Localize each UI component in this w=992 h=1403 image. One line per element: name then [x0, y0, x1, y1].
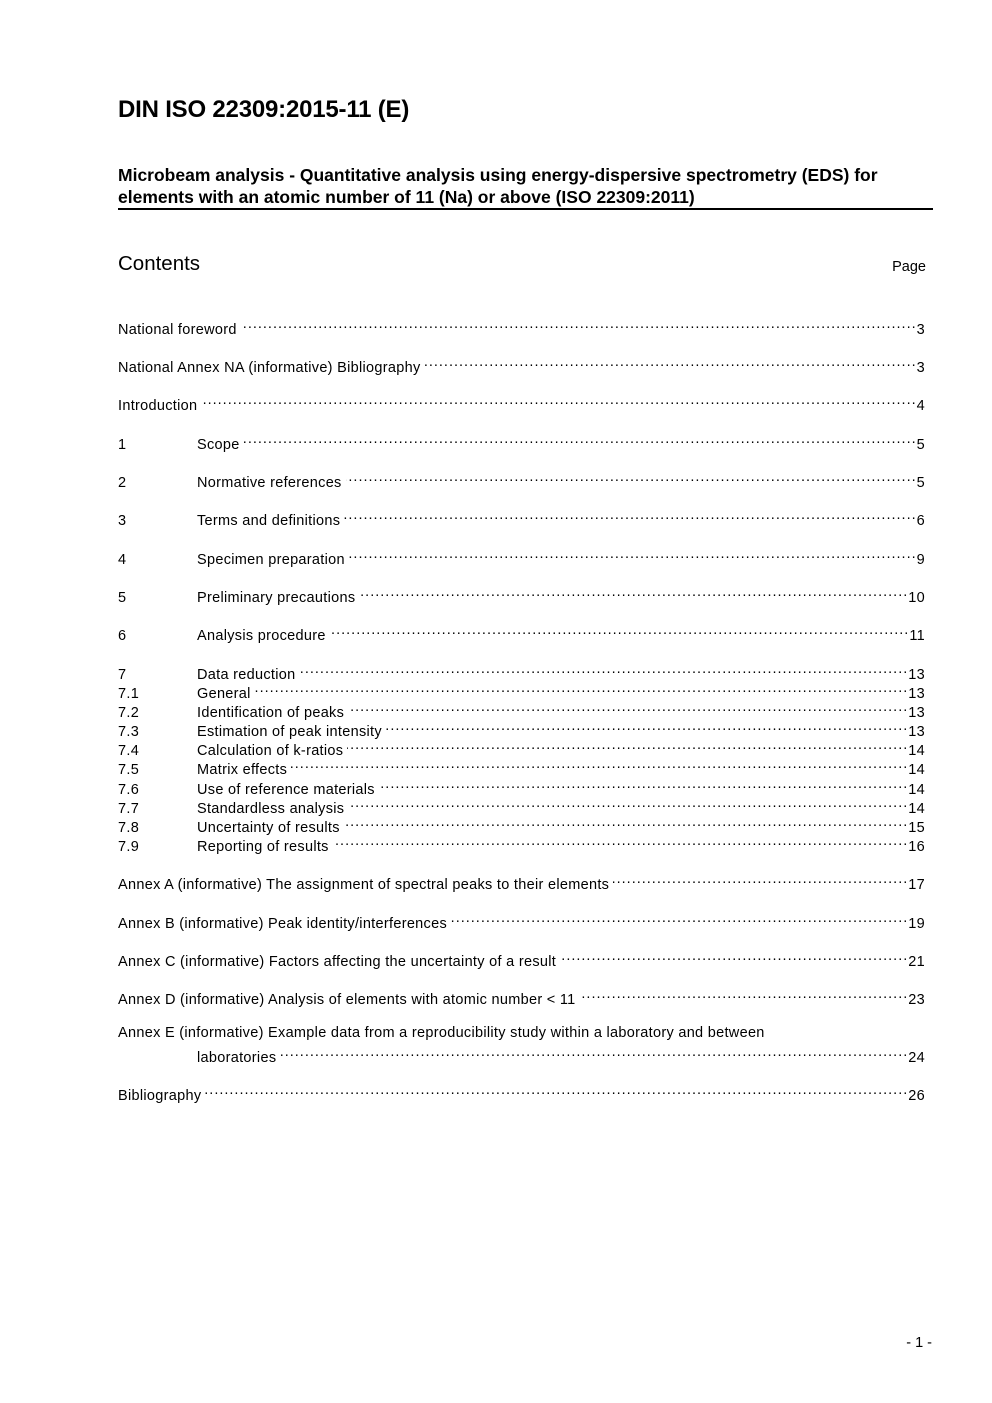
toc-title: Annex C (informative) Factors affecting the uncertainty of a result — [118, 954, 557, 970]
toc-entry[interactable] — [118, 679, 925, 702]
toc-entry[interactable] — [118, 621, 925, 644]
toc-leader — [255, 679, 909, 698]
toc-entry[interactable] — [118, 985, 925, 1008]
toc-title: Introduction — [118, 398, 198, 414]
toc-leader — [451, 909, 908, 928]
toc-leader — [330, 621, 910, 640]
toc-title: Data reduction — [197, 667, 296, 683]
toc-leader — [244, 430, 917, 449]
toc-leader — [347, 736, 908, 755]
toc-leader — [348, 794, 908, 813]
toc-entry[interactable] — [118, 391, 925, 414]
toc-entry[interactable] — [118, 736, 925, 759]
toc-title: Scope — [197, 437, 240, 453]
toc-entry[interactable] — [118, 583, 925, 606]
toc-leader — [344, 506, 916, 525]
toc-title: Use of reference materials — [197, 782, 375, 798]
toc-page: 15 — [908, 820, 925, 836]
toc-number: 5 — [118, 590, 127, 606]
toc-page: 13 — [908, 705, 925, 721]
toc-page: 21 — [908, 954, 925, 970]
toc-entry[interactable] — [118, 794, 925, 817]
toc-entry[interactable] — [118, 947, 925, 970]
toc-title: Preliminary precautions — [197, 590, 356, 606]
toc-page: 13 — [908, 724, 925, 740]
toc-leader — [280, 1043, 908, 1062]
toc-page: 16 — [908, 839, 925, 855]
toc-number: 7.4 — [118, 743, 140, 759]
toc-leader — [241, 315, 917, 334]
toc-page: 14 — [908, 782, 925, 798]
toc-page: 13 — [908, 667, 925, 683]
toc-title: Reporting of results — [197, 839, 329, 855]
toc-title: Annex D (informative) Analysis of elements with atomic number < 11 — [118, 992, 576, 1008]
toc-page: 3 — [916, 360, 925, 376]
toc-number: 2 — [118, 475, 127, 491]
toc-leader — [425, 353, 917, 372]
toc-title: Matrix effects — [197, 762, 288, 778]
page-number: - 1 - — [906, 1335, 932, 1351]
page-column-label: Page — [892, 259, 926, 275]
toc-page: 9 — [916, 552, 925, 568]
contents-heading: Contents — [118, 252, 201, 275]
toc-page: 5 — [916, 437, 925, 453]
toc-page: 14 — [908, 801, 925, 817]
toc-number: 6 — [118, 628, 127, 644]
toc-title: Estimation of peak intensity — [197, 724, 382, 740]
toc-number: 7.9 — [118, 839, 140, 855]
toc-leader — [359, 583, 908, 602]
toc-leader — [580, 985, 909, 1004]
toc-entry[interactable] — [118, 506, 925, 529]
document-title: Microbeam analysis - Quantitative analysis using energy-dispersive spectrometry (EDS) for elements with an atomic number of 11 (Na) or above (ISO 22309:2011) — [118, 164, 933, 210]
toc-leader — [291, 755, 908, 774]
toc-entry[interactable] — [118, 813, 925, 836]
toc-page: 14 — [908, 762, 925, 778]
toc-leader — [349, 545, 917, 564]
toc-page: 11 — [909, 628, 925, 644]
toc-title: National Annex NA (informative) Bibliography — [118, 360, 421, 376]
toc-entry[interactable] — [118, 1081, 925, 1104]
toc-entry[interactable] — [118, 698, 925, 721]
toc-number: 7.2 — [118, 705, 140, 721]
toc-leader — [344, 813, 908, 832]
toc-entry-first-line[interactable] — [118, 1024, 925, 1043]
toc-number: 7.1 — [118, 686, 140, 702]
toc-leader — [205, 1081, 908, 1100]
toc-number: 3 — [118, 513, 127, 529]
toc-page: 4 — [916, 398, 925, 414]
toc-number: 7.3 — [118, 724, 140, 740]
toc-title: Bibliography — [118, 1088, 202, 1104]
toc-page: 5 — [916, 475, 925, 491]
toc-leader — [300, 660, 909, 679]
toc-entry[interactable] — [118, 909, 925, 932]
toc-number: 7.7 — [118, 801, 140, 817]
toc-entry[interactable] — [118, 755, 925, 778]
toc-page: 14 — [908, 743, 925, 759]
toc-entry[interactable] — [118, 353, 925, 376]
toc-title: Identification of peaks — [197, 705, 345, 721]
toc-leader — [346, 468, 917, 487]
toc-title: Annex B (informative) Peak identity/interferences — [118, 916, 448, 932]
toc-entry[interactable] — [118, 832, 925, 855]
toc-entry-continuation[interactable] — [197, 1043, 925, 1066]
toc-entry[interactable] — [118, 430, 925, 453]
toc-leader — [386, 717, 908, 736]
toc-title: Uncertainty of results — [197, 820, 340, 836]
toc-title: Annex E (informative) Example data from a reproducibility study within a laboratory and between — [118, 1025, 765, 1041]
toc-page: 19 — [908, 916, 925, 932]
toc-number: 7 — [118, 667, 127, 683]
toc-entry[interactable] — [118, 717, 925, 740]
toc-page: 3 — [916, 322, 925, 338]
toc-page: 17 — [908, 877, 925, 893]
toc-title: Calculation of k-ratios — [197, 743, 344, 759]
toc-number: 4 — [118, 552, 127, 568]
toc-page: 10 — [908, 590, 925, 606]
toc-leader — [201, 391, 916, 410]
toc-title: National foreword — [118, 322, 237, 338]
toc-page: 13 — [908, 686, 925, 702]
toc-title: Annex A (informative) The assignment of spectral peaks to their elements — [118, 877, 610, 893]
toc-number: 7.8 — [118, 820, 140, 836]
toc-page: 26 — [908, 1088, 925, 1104]
toc-leader — [348, 698, 908, 717]
toc-title: Analysis procedure — [197, 628, 326, 644]
toc-title: Specimen preparation — [197, 552, 345, 568]
toc-page: 23 — [908, 992, 925, 1008]
toc-title: Normative references — [197, 475, 342, 491]
toc-leader — [560, 947, 908, 966]
toc-leader — [379, 775, 908, 794]
toc-title: Terms and definitions — [197, 513, 341, 529]
toc-leader — [613, 870, 908, 889]
toc-title: laboratories — [197, 1050, 277, 1066]
document-id: DIN ISO 22309:2015-11 (E) — [118, 96, 410, 123]
toc-number: 7.5 — [118, 762, 140, 778]
toc-page: 24 — [908, 1050, 925, 1066]
toc-page: 6 — [916, 513, 925, 529]
toc-entry[interactable] — [118, 775, 925, 798]
toc-entry[interactable] — [118, 870, 925, 893]
toc-leader — [333, 832, 909, 851]
toc-number: 7.6 — [118, 782, 140, 798]
toc-title: General — [197, 686, 251, 702]
toc-number: 1 — [118, 437, 127, 453]
toc-title: Standardless analysis — [197, 801, 345, 817]
toc-entry[interactable] — [118, 468, 925, 491]
toc-entry[interactable] — [118, 315, 925, 338]
toc-entry[interactable] — [118, 660, 925, 683]
toc-entry[interactable] — [118, 545, 925, 568]
